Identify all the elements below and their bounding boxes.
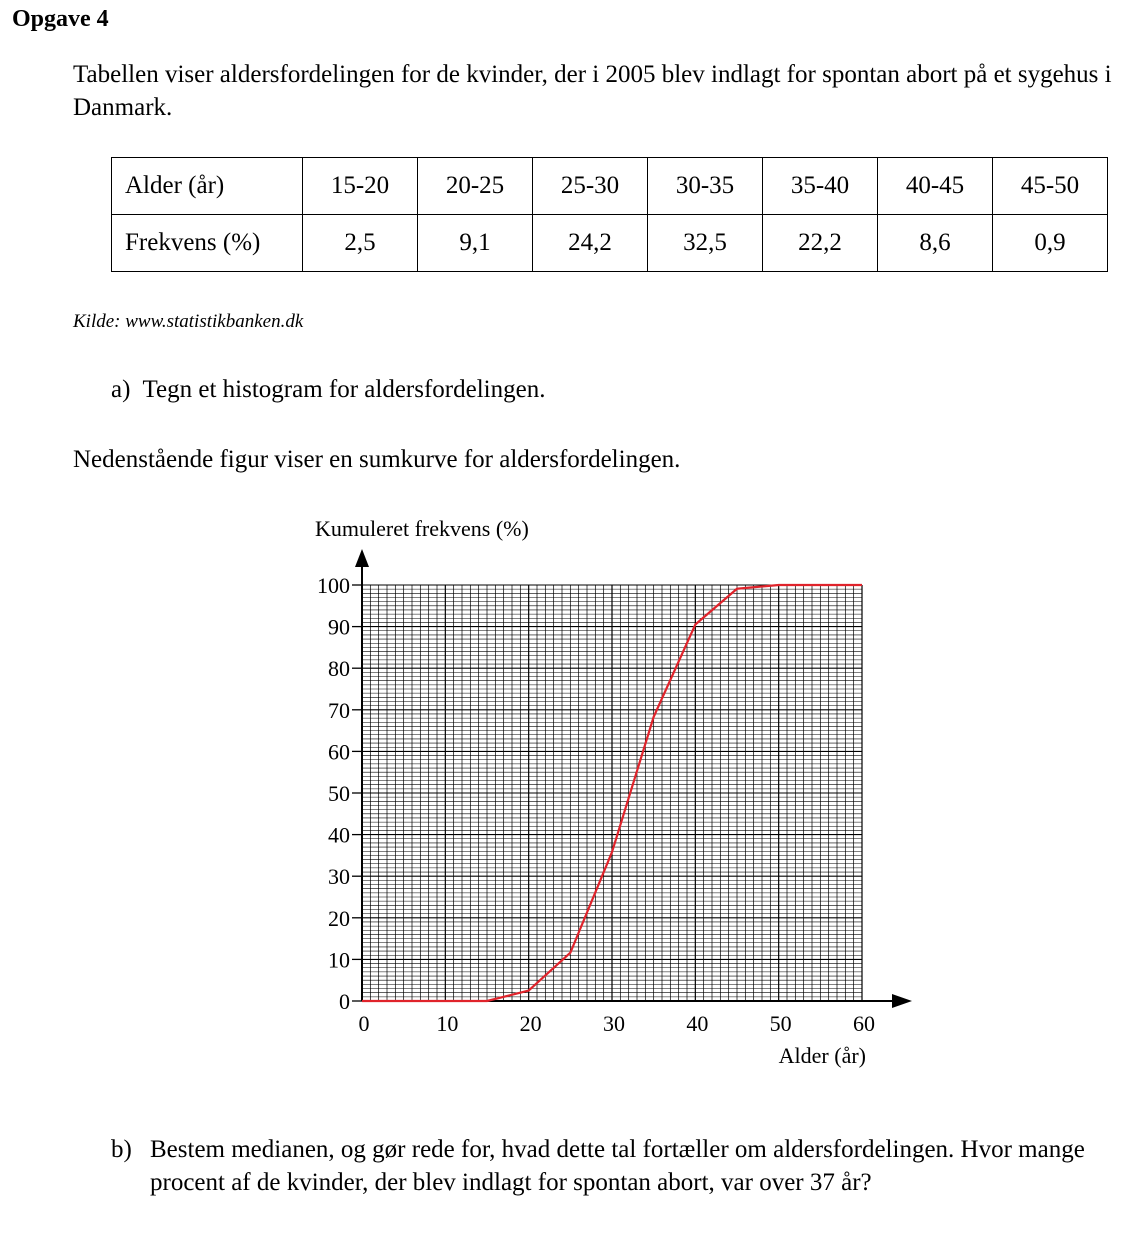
table-cell-frequency: 9,1 — [418, 215, 533, 272]
y-tick-label: 90 — [328, 614, 350, 640]
source-citation: Kilde: www.statistikbanken.dk — [73, 311, 304, 332]
table-cell-frequency: 0,9 — [993, 215, 1108, 272]
question-a-text: Tegn et histogram for aldersfordelingen. — [142, 376, 546, 403]
table-cell-interval: 15-20 — [303, 158, 418, 215]
y-tick-label: 70 — [328, 697, 350, 723]
table-row-age — [112, 158, 1108, 215]
y-axis-arrow-icon — [355, 549, 369, 567]
table-cell-interval: 35-40 — [763, 158, 878, 215]
x-tick-label: 10 — [436, 1011, 459, 1036]
table-cell-interval: 25-30 — [533, 158, 648, 215]
y-tick-label: 40 — [328, 822, 350, 848]
x-tick-label: 30 — [603, 1011, 625, 1036]
table-cell-frequency: 32,5 — [648, 215, 763, 272]
y-tick-label: 0 — [339, 989, 350, 1014]
question-a-letter: a) — [111, 376, 131, 403]
table-row-frequency — [112, 215, 1108, 272]
y-tick-label: 60 — [328, 739, 350, 765]
y-tick-label: 10 — [328, 947, 350, 973]
table-cell-interval: 45-50 — [993, 158, 1108, 215]
y-tick-label: 30 — [328, 864, 350, 890]
y-axis-label: Kumuleret frekvens (%) — [315, 516, 529, 541]
table-header-age: Alder (år) — [112, 158, 303, 215]
x-axis-arrow-icon — [892, 994, 912, 1008]
table-cell-interval: 30-35 — [648, 158, 763, 215]
x-tick-label: 50 — [769, 1011, 792, 1036]
frequency-table — [111, 157, 1108, 272]
table-cell-interval: 20-25 — [418, 158, 533, 215]
table-cell-frequency: 24,2 — [533, 215, 648, 272]
x-tick-label: 0 — [358, 1011, 370, 1036]
y-tick-label: 80 — [328, 656, 350, 682]
intro-text: Tabellen viser aldersfordelingen for de kvinder, der i 2005 blev indlagt for spontan abort på et sygehus i Danmark. — [73, 61, 1112, 121]
table-cell-frequency: 8,6 — [878, 215, 993, 272]
x-tick-label: 20 — [519, 1011, 542, 1036]
figure-caption: Nedenstående figur viser en sumkurve for aldersfordelingen. — [73, 446, 681, 473]
x-axis-label: Alder (år) — [778, 1043, 866, 1068]
chart-grid — [362, 585, 862, 1001]
chart-ticks — [317, 573, 875, 1036]
x-tick-label: 60 — [853, 1011, 875, 1036]
question-a — [111, 374, 545, 406]
table-cell-interval: 40-45 — [878, 158, 993, 215]
x-tick-label: 40 — [686, 1011, 709, 1036]
table-header-frequency: Frekvens (%) — [112, 215, 303, 272]
question-b-text: Bestem medianen, og gør rede for, hvad dette tal fortæller om aldersfordelingen. Hvor mange procent af de kvinder, der blev indlagt for spontan abort, var over 37 år? — [150, 1136, 1085, 1196]
y-tick-label: 100 — [317, 573, 350, 598]
y-tick-label: 20 — [328, 905, 350, 931]
cumulative-frequency-chart — [0, 505, 1142, 1085]
question-b-letter: b) — [111, 1136, 132, 1163]
y-tick-label: 50 — [328, 781, 350, 806]
exercise-heading: Opgave 4 — [12, 6, 109, 32]
table-cell-frequency: 2,5 — [303, 215, 418, 272]
table-cell-frequency: 22,2 — [763, 215, 878, 272]
